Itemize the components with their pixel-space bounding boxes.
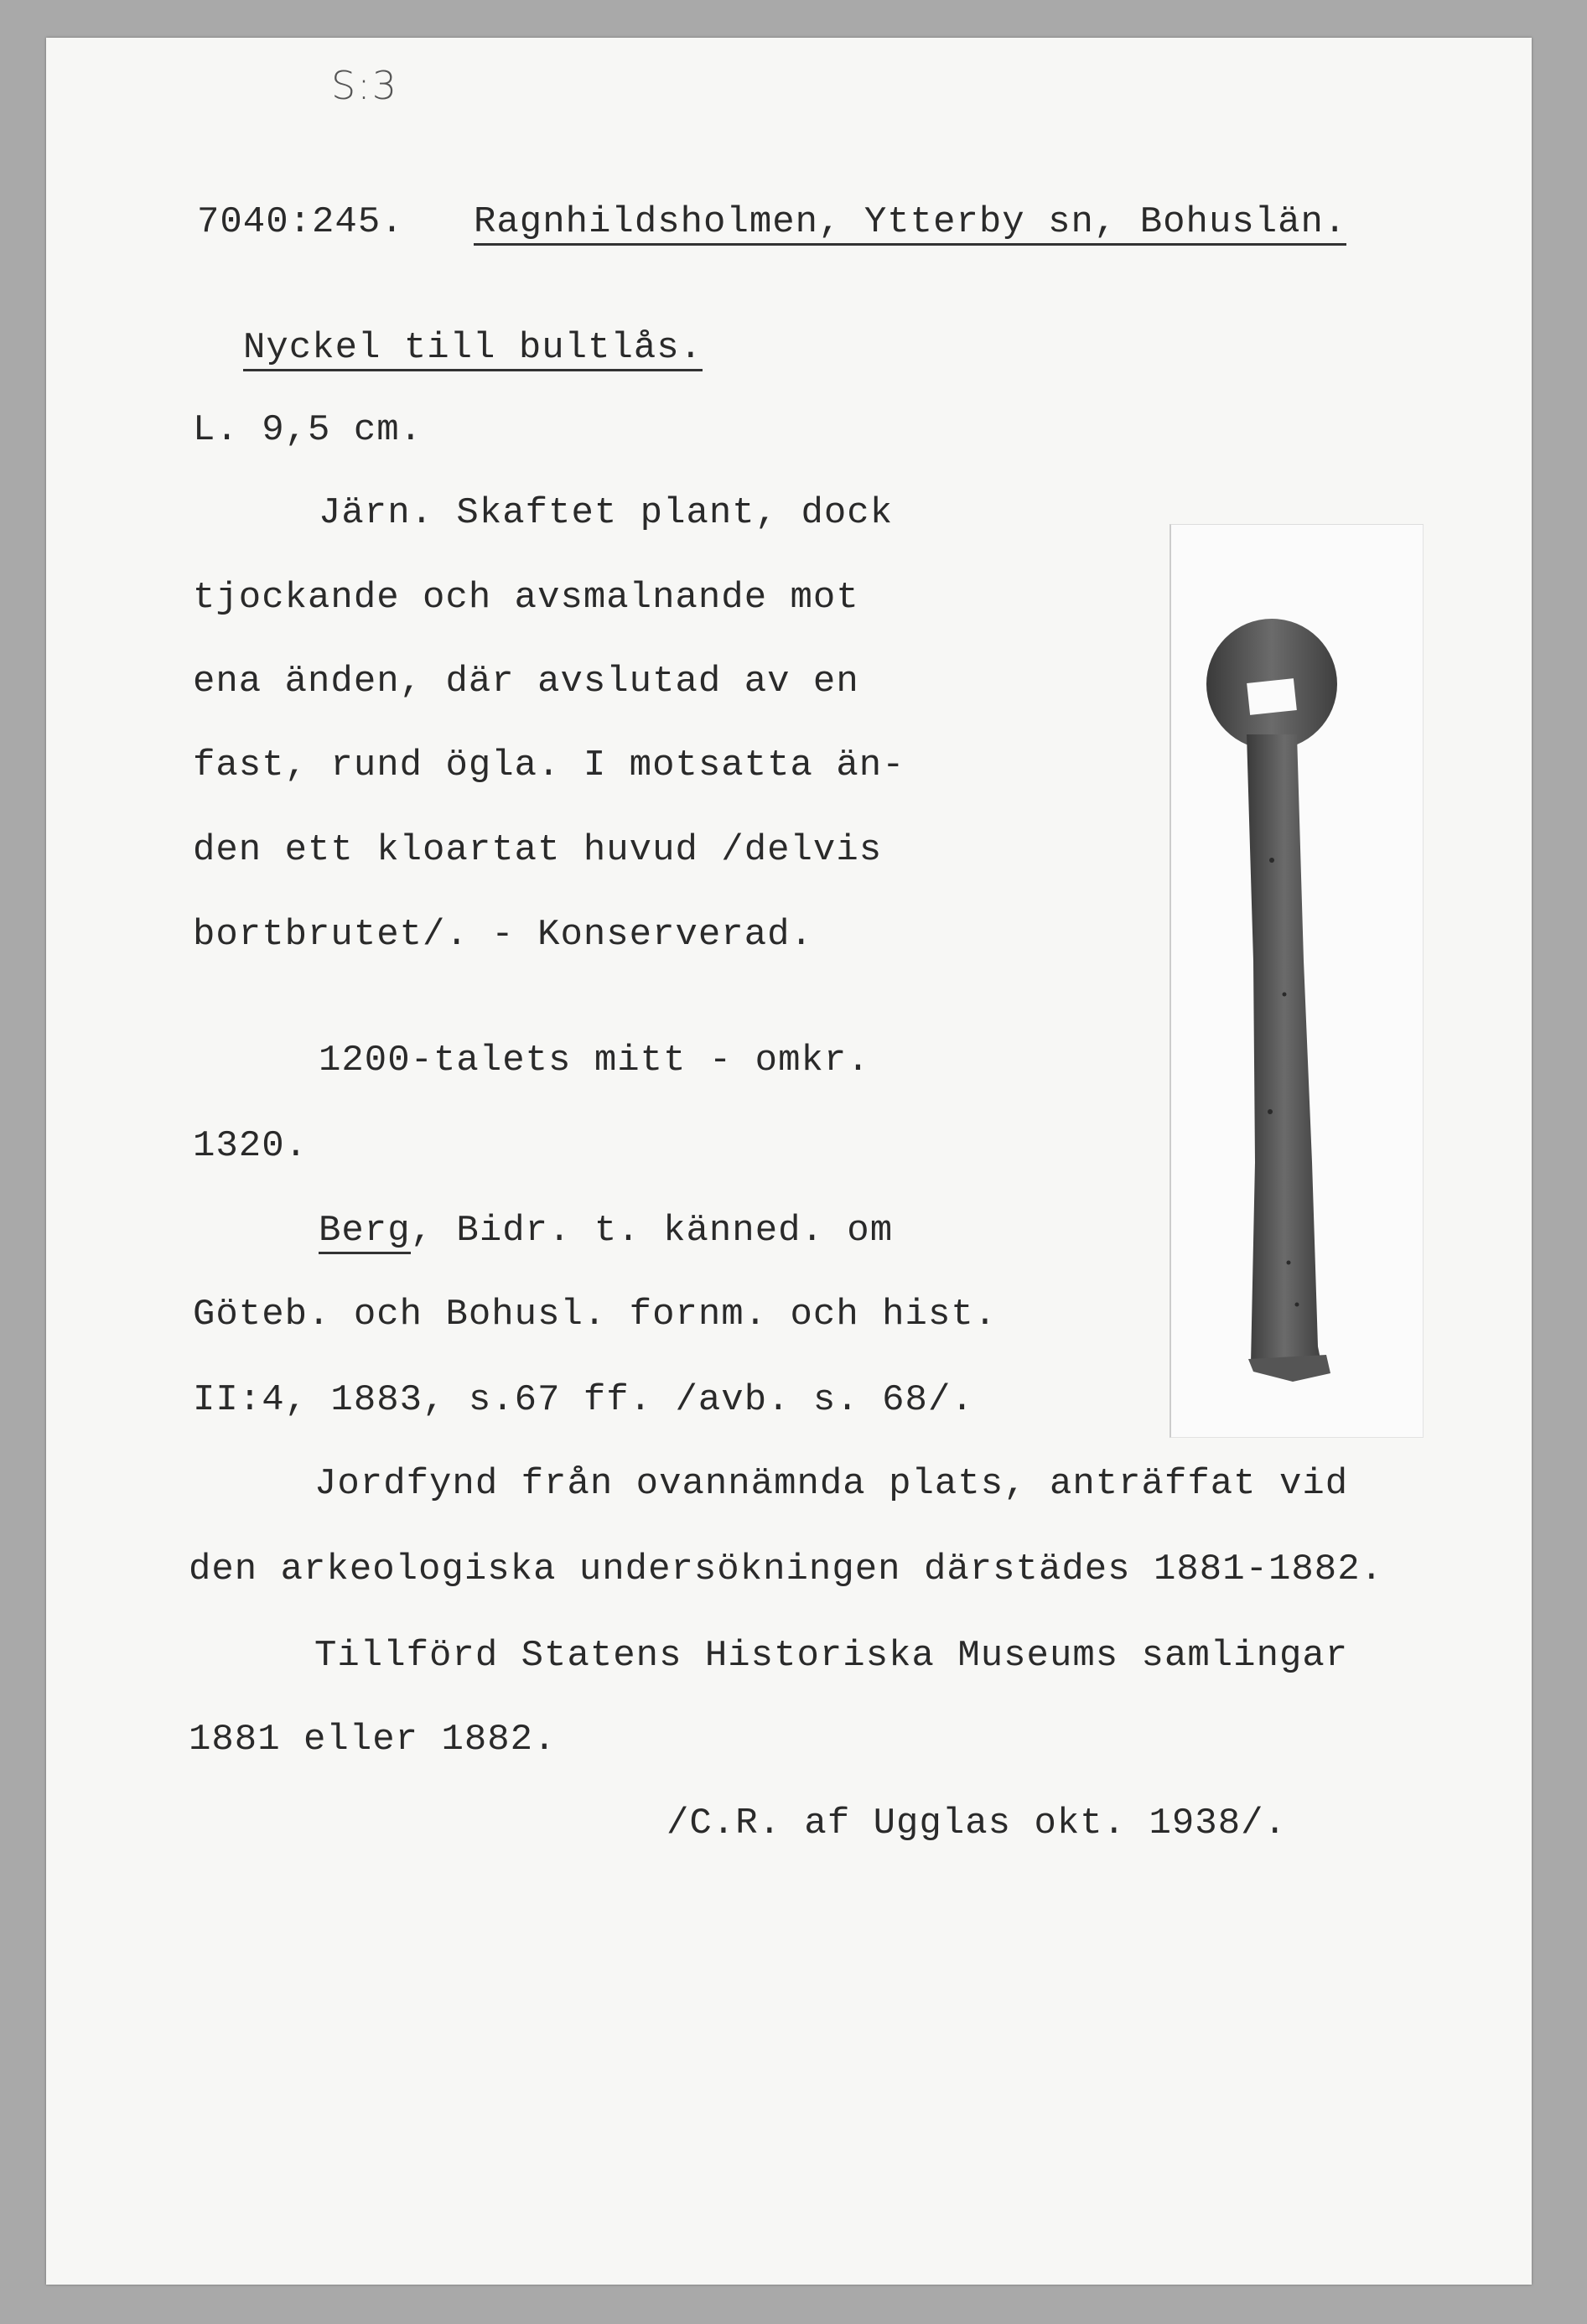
reference-rest: , Bidr. t. känned. om [410,1210,894,1252]
description-line: den ett kloartat huvud /delvis [193,829,883,871]
key-icon [1171,525,1423,1437]
object-title: Nyckel till bultlås. [243,327,703,371]
key-photo [1170,524,1424,1438]
accession-line: 1881 eller 1882. [189,1719,557,1761]
catalog-number: 7040:245. [197,201,404,243]
dating-line: 1200-talets mitt - omkr. [319,1040,870,1082]
find-place: Ragnhildsholmen, Ytterby sn, Bohuslän. [474,201,1346,246]
find-line: den arkeologiska undersökningen därstädes 1881-1882. [189,1548,1384,1590]
catalog-card [46,38,1532,2285]
description-line: bortbrutet/. - Konserverad. [193,914,813,956]
object-length: L. 9,5 cm. [193,409,423,451]
description-line: ena änden, där avslutad av en [193,661,859,703]
find-line: Jordfynd från ovannämnda plats, anträffat vid [314,1463,1349,1505]
description-line: fast, rund ögla. I motsatta än- [193,744,905,786]
reference-line [319,1210,893,1252]
accession-line: Tillförd Statens Historiska Museums samlingar [314,1635,1349,1677]
reference-line: II:4, 1883, s.67 ff. /avb. s. 68/. [193,1379,974,1421]
dating-line: 1320. [193,1125,309,1167]
reference-line: Göteb. och Bohusl. fornm. och hist. [193,1294,998,1336]
reference-author: Berg [319,1210,411,1254]
description-line: tjockande och avsmalnande mot [193,577,859,619]
description-line: Järn. Skaftet plant, dock [319,492,894,534]
handwritten-number: S:3 [331,63,398,108]
signature: /C.R. af Ugglas okt. 1938/. [666,1803,1287,1844]
